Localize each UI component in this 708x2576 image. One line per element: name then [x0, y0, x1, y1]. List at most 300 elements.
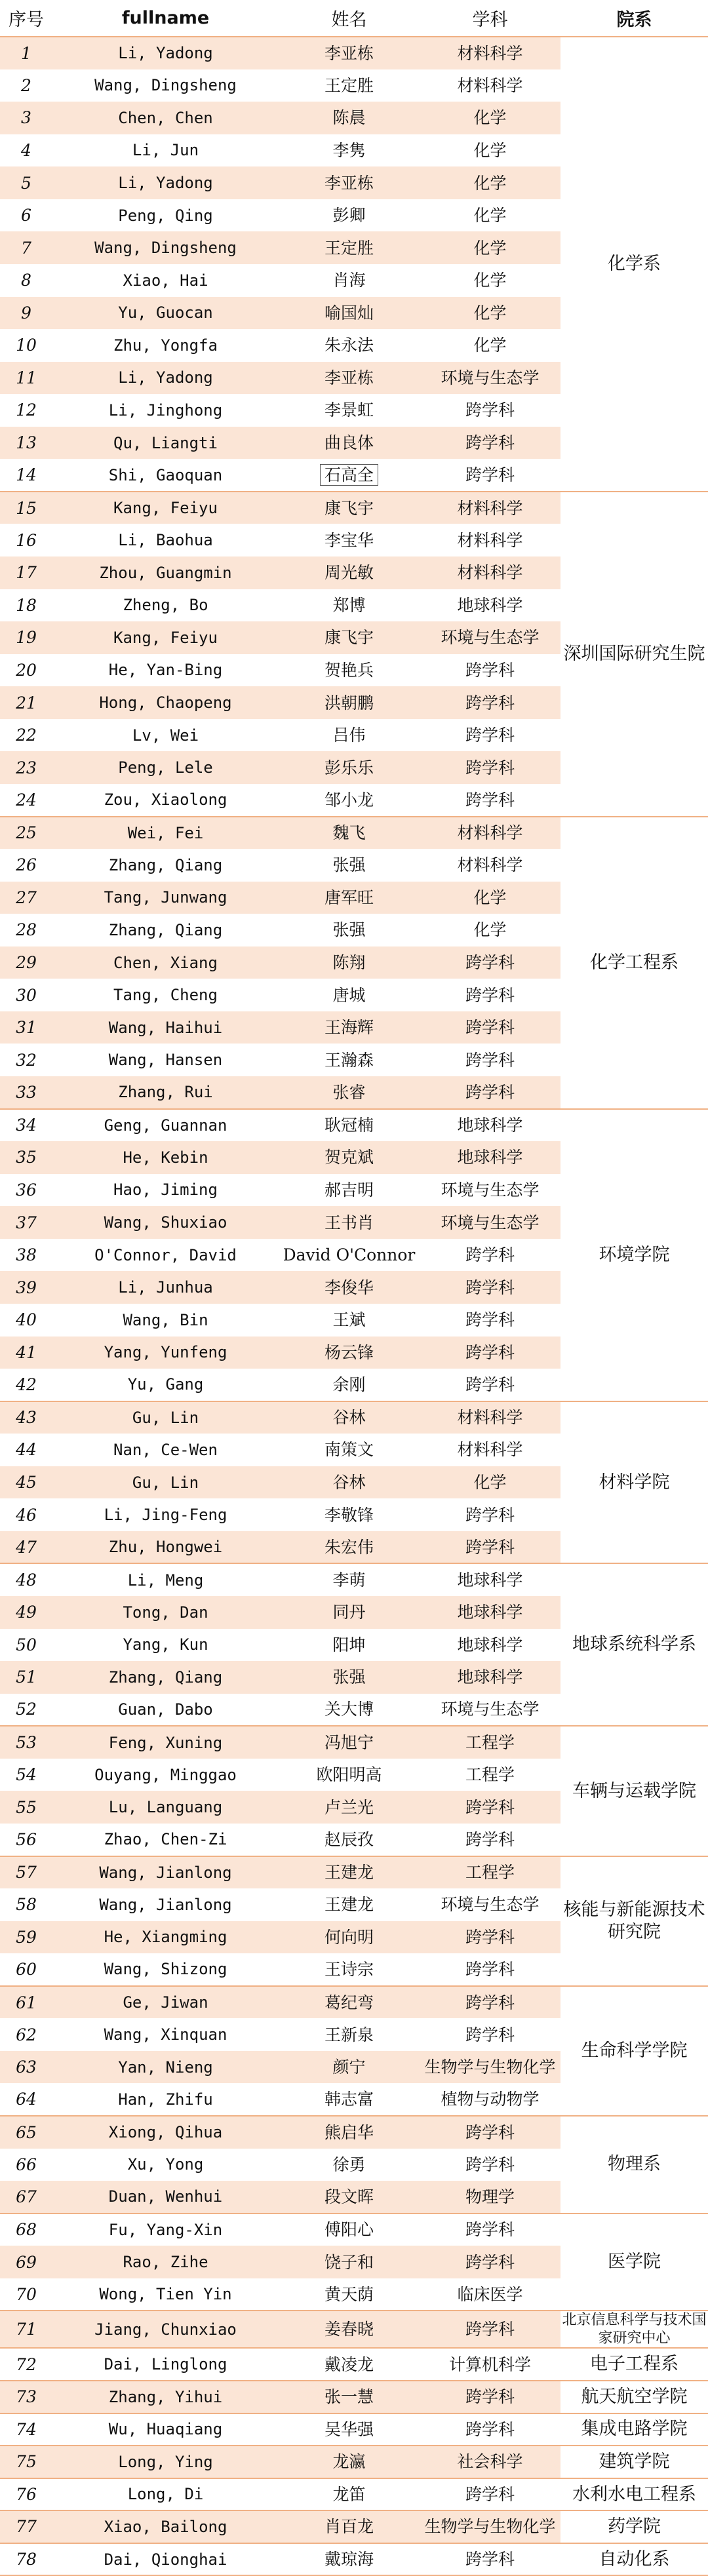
row-fullname: Jiang, Chunxiao: [52, 2311, 279, 2348]
row-discipline: 跨学科: [420, 1824, 560, 1856]
row-index: 52: [0, 1694, 52, 1727]
row-index: 12: [16, 400, 37, 420]
row-fullname: Kang, Feiyu: [52, 621, 279, 654]
row-discipline: 跨学科: [420, 459, 560, 492]
row-discipline: 临床医学: [420, 2278, 560, 2311]
row-discipline: 材料科学: [457, 1440, 523, 1460]
row-index: 51: [0, 1661, 52, 1694]
row-index: 34: [16, 1116, 37, 1135]
row-index: 44: [16, 1440, 37, 1460]
table-row: [0, 2214, 708, 2246]
department-cell: 航天航空学院: [560, 2381, 708, 2413]
row-index: 29: [0, 946, 52, 979]
row-name: 杨云锋: [279, 1337, 420, 1369]
row-discipline: 物理学: [420, 2181, 560, 2214]
row-index: 8: [21, 271, 31, 290]
row-name: 魏飞: [279, 817, 420, 849]
row-index: 10: [16, 336, 37, 355]
table-row: [0, 2413, 708, 2446]
header-fullname: fullname: [52, 0, 279, 37]
row-index: 46: [16, 1505, 37, 1525]
row-index: 42: [0, 1369, 52, 1401]
row-index: 69: [0, 2246, 52, 2278]
row-index: 59: [0, 1921, 52, 1954]
row-discipline: 化学: [420, 297, 560, 330]
row-name: David O'Connor: [283, 1245, 416, 1265]
department-cell: 水利水电工程系: [560, 2478, 708, 2511]
row-discipline: 环境与生态学: [420, 1694, 560, 1727]
row-discipline: 跨学科: [465, 660, 515, 680]
row-index: 21: [0, 686, 52, 719]
department-cell: 深圳国际研究生院: [560, 492, 708, 817]
row-index: 35: [0, 1141, 52, 1174]
row-name: 颜宁: [279, 2051, 420, 2084]
row-fullname: Han, Zhifu: [52, 2083, 279, 2116]
row-index: 23: [0, 751, 52, 784]
department-cell: 地球系统科学系: [560, 1563, 708, 1726]
row-fullname: Guan, Dabo: [52, 1694, 279, 1727]
row-fullname: Xiong, Qihua: [52, 2116, 279, 2149]
table-row: [0, 2348, 708, 2381]
row-discipline: 跨学科: [420, 2311, 560, 2348]
department-cell: 环境学院: [560, 1109, 708, 1401]
department-cell: 核能与新能源技术研究院: [560, 1856, 708, 1986]
row-fullname: Tang, Cheng: [113, 986, 218, 1005]
header-name: 姓名: [279, 0, 420, 37]
row-index: 50: [16, 1635, 37, 1654]
row-index: 22: [16, 726, 37, 745]
row-index: 65: [0, 2116, 52, 2149]
row-fullname: Zhang, Yihui: [52, 2381, 279, 2413]
row-name: 王定胜: [279, 231, 420, 264]
row-index: 58: [16, 1895, 37, 1915]
row-fullname: Zhao, Chen-Zi: [52, 1824, 279, 1856]
row-discipline: 材料科学: [457, 855, 523, 875]
row-discipline: 跨学科: [420, 946, 560, 979]
row-fullname: O'Connor, David: [94, 1245, 237, 1264]
row-discipline: 工程学: [465, 1765, 515, 1785]
row-fullname: Wang, Jianlong: [52, 1856, 279, 1889]
row-name: 陈翔: [279, 946, 420, 979]
row-index: 36: [16, 1180, 37, 1200]
row-name: 曲良体: [279, 427, 420, 459]
row-discipline: 跨学科: [465, 2220, 515, 2240]
table-row: [0, 2478, 708, 2511]
row-index: 63: [0, 2051, 52, 2084]
row-fullname: Wang, Dingsheng: [94, 76, 237, 95]
row-index: 72: [0, 2348, 52, 2381]
row-fullname: Long, Ying: [52, 2446, 279, 2478]
row-fullname: Wu, Huaqiang: [52, 2413, 279, 2446]
row-discipline: 环境与生态学: [420, 621, 560, 654]
row-fullname: Yu, Guocan: [52, 297, 279, 330]
row-fullname: Gu, Lin: [52, 1466, 279, 1499]
row-discipline: 材料科学: [457, 530, 523, 550]
row-discipline: 跨学科: [420, 1337, 560, 1369]
row-discipline: 跨学科: [420, 686, 560, 719]
row-fullname: Li, Yadong: [52, 166, 279, 199]
row-name: 郝吉明: [324, 1180, 374, 1200]
row-name: 张一慧: [279, 2381, 420, 2413]
row-name: 邹小龙: [279, 784, 420, 817]
row-fullname: Li, Jinghong: [108, 400, 223, 420]
row-discipline: 工程学: [420, 1856, 560, 1889]
row-name: 徐勇: [332, 2155, 366, 2174]
row-fullname: Chen, Xiang: [52, 946, 279, 979]
row-index: 41: [0, 1337, 52, 1369]
row-discipline: 化学: [420, 882, 560, 914]
row-discipline: 地球科学: [457, 1571, 523, 1590]
row-name: 段文晖: [279, 2181, 420, 2214]
table-header: [0, 0, 708, 37]
department-cell: 化学系: [560, 37, 708, 492]
department-cell: 自动化系: [560, 2543, 708, 2576]
row-discipline: 跨学科: [420, 2478, 560, 2511]
row-discipline: 材料科学: [420, 492, 560, 524]
row-discipline: 跨学科: [420, 2543, 560, 2576]
row-index: 6: [21, 206, 31, 225]
row-discipline: 生物学与生物化学: [420, 2051, 560, 2084]
row-discipline: 跨学科: [420, 1271, 560, 1304]
row-fullname: Zhang, Qiang: [108, 855, 223, 874]
row-name: 傅阳心: [324, 2220, 374, 2240]
table-row: [0, 2543, 708, 2576]
row-fullname: Dai, Qionghai: [52, 2543, 279, 2576]
row-index: 3: [0, 102, 52, 134]
row-index: 53: [0, 1726, 52, 1759]
row-index: 45: [0, 1466, 52, 1499]
row-index: 26: [16, 855, 37, 875]
row-discipline: 化学: [420, 102, 560, 134]
row-index: 27: [0, 882, 52, 914]
row-name: 李宝华: [324, 530, 374, 550]
row-index: 2: [21, 75, 31, 95]
department-cell: 药学院: [560, 2510, 708, 2543]
row-discipline: 跨学科: [420, 2116, 560, 2149]
row-fullname: Lu, Languang: [52, 1791, 279, 1824]
row-name: 谷林: [279, 1466, 420, 1499]
row-discipline: 跨学科: [420, 2413, 560, 2446]
table-row: [0, 2116, 708, 2149]
row-index: 20: [16, 660, 37, 680]
row-discipline: 环境与生态学: [420, 362, 560, 395]
row-fullname: Li, Baohua: [118, 531, 213, 550]
row-discipline: 跨学科: [465, 726, 515, 745]
row-fullname: Wang, Bin: [123, 1310, 208, 1329]
row-fullname: Peng, Lele: [52, 751, 279, 784]
row-name: 张强: [279, 1661, 420, 1694]
row-fullname: Wei, Fei: [52, 817, 279, 849]
row-discipline: 生物学与生物化学: [420, 2510, 560, 2543]
row-name: 戴凌龙: [279, 2348, 420, 2381]
row-fullname: Fu, Yang-Xin: [108, 2220, 223, 2239]
row-name: 张强: [332, 920, 366, 940]
row-fullname: Shi, Gaoquan: [52, 459, 279, 492]
row-index: 30: [16, 985, 37, 1005]
table-body: [0, 37, 708, 2575]
row-discipline: 跨学科: [420, 1531, 560, 1564]
row-name: 张睿: [279, 1076, 420, 1109]
row-fullname: Li, Jun: [132, 141, 199, 160]
row-name: 戴琼海: [279, 2543, 420, 2576]
row-discipline: 跨学科: [465, 2025, 515, 2044]
row-name: 王定胜: [324, 75, 374, 95]
row-fullname: Li, Meng: [127, 1571, 204, 1590]
row-fullname: Yang, Kun: [123, 1635, 208, 1654]
row-index: 9: [0, 297, 52, 330]
row-fullname: Kang, Feiyu: [52, 492, 279, 524]
row-index: 48: [16, 1571, 37, 1590]
table-row: [0, 37, 708, 69]
row-discipline: 化学: [473, 140, 507, 160]
row-fullname: Chen, Chen: [52, 102, 279, 134]
row-discipline: 跨学科: [420, 1986, 560, 2019]
row-index: 68: [16, 2220, 37, 2240]
row-discipline: 跨学科: [465, 1505, 515, 1525]
department-cell: 电子工程系: [560, 2348, 708, 2381]
table-row: [0, 1563, 708, 1596]
row-name: 李亚栋: [279, 37, 420, 69]
row-index: 66: [16, 2155, 37, 2174]
row-fullname: Zhu, Hongwei: [52, 1531, 279, 1564]
row-discipline: 材料科学: [457, 75, 523, 95]
row-index: 38: [16, 1245, 37, 1265]
row-index: 49: [0, 1596, 52, 1629]
row-name: 张强: [332, 855, 366, 875]
row-discipline: 跨学科: [420, 1953, 560, 1986]
row-discipline: 化学: [420, 1466, 560, 1499]
row-fullname: Rao, Zihe: [52, 2246, 279, 2278]
row-name: 葛纪弯: [279, 1986, 420, 2019]
row-discipline: 跨学科: [420, 1011, 560, 1044]
row-index: 61: [0, 1986, 52, 2019]
department-cell: 集成电路学院: [560, 2413, 708, 2446]
row-name: 王建龙: [324, 1895, 374, 1915]
row-fullname: Tang, Junwang: [52, 882, 279, 914]
row-name: 康飞宇: [279, 492, 420, 524]
row-discipline: 地球科学: [457, 595, 523, 615]
row-name: [279, 459, 420, 492]
row-index: 55: [0, 1791, 52, 1824]
row-discipline: 跨学科: [420, 784, 560, 817]
row-discipline: 环境与生态学: [441, 1180, 540, 1200]
row-index: 32: [16, 1050, 37, 1070]
row-fullname: He, Xiangming: [52, 1921, 279, 1954]
row-discipline: 跨学科: [420, 751, 560, 784]
row-discipline: 化学: [473, 206, 507, 225]
row-fullname: Hao, Jiming: [113, 1181, 218, 1200]
row-fullname: Gu, Lin: [52, 1401, 279, 1434]
row-name: 李萌: [332, 1571, 366, 1590]
row-discipline: 材料科学: [420, 1401, 560, 1434]
row-discipline: 环境与生态学: [441, 1895, 540, 1915]
row-name: 李亚栋: [279, 362, 420, 395]
row-name: 李隽: [332, 140, 366, 160]
row-discipline: 跨学科: [420, 2381, 560, 2413]
row-name: 贺艳兵: [324, 660, 374, 680]
row-fullname: Wang, Dingsheng: [52, 231, 279, 264]
row-fullname: Zou, Xiaolong: [52, 784, 279, 817]
row-index: 78: [0, 2543, 52, 2576]
row-fullname: Tong, Dan: [52, 1596, 279, 1629]
row-name: 冯旭宁: [279, 1726, 420, 1759]
row-index: 77: [0, 2510, 52, 2543]
row-index: 16: [16, 530, 37, 550]
department-cell: 物理系: [560, 2116, 708, 2214]
row-index: 39: [0, 1271, 52, 1304]
row-name: 肖百龙: [279, 2510, 420, 2543]
row-index: 76: [0, 2478, 52, 2511]
row-discipline: 化学: [473, 271, 507, 290]
row-name: 王瀚森: [324, 1050, 374, 1070]
row-discipline: 跨学科: [465, 1310, 515, 1330]
row-fullname: Xu, Yong: [127, 2155, 204, 2174]
row-fullname: Feng, Xuning: [52, 1726, 279, 1759]
row-fullname: Nan, Ce-Wen: [113, 1440, 218, 1459]
row-fullname: Zheng, Bo: [123, 596, 208, 615]
header-index: 序号: [0, 0, 52, 37]
row-discipline: 地球科学: [420, 1141, 560, 1174]
row-discipline: 化学: [473, 920, 507, 940]
row-discipline: 跨学科: [420, 1791, 560, 1824]
row-name: 唐军旺: [279, 882, 420, 914]
row-discipline: 跨学科: [465, 400, 515, 420]
row-name: 彭卿: [332, 206, 366, 225]
row-index: 15: [0, 492, 52, 524]
row-fullname: Zhou, Guangmin: [52, 556, 279, 589]
department-cell: 材料学院: [560, 1401, 708, 1564]
row-fullname: He, Kebin: [52, 1141, 279, 1174]
row-fullname: Wang, Xinquan: [104, 2025, 227, 2044]
row-discipline: 地球科学: [457, 1635, 523, 1654]
row-name: 欧阳明高: [316, 1765, 382, 1785]
row-discipline: 材料科学: [420, 37, 560, 69]
table-row: [0, 492, 708, 524]
row-name: 王诗宗: [279, 1953, 420, 1986]
table-row: [0, 1856, 708, 1889]
row-name: 洪朝鹏: [279, 686, 420, 719]
row-discipline: 跨学科: [420, 427, 560, 459]
row-fullname: Wang, Shizong: [52, 1953, 279, 1986]
row-index: 74: [0, 2413, 52, 2446]
row-index: 28: [16, 920, 37, 940]
row-name: 王斌: [332, 1310, 366, 1330]
row-index: 54: [16, 1765, 37, 1785]
row-name: 朱永法: [324, 336, 374, 355]
row-discipline: 跨学科: [420, 2246, 560, 2278]
row-discipline: 社会科学: [420, 2446, 560, 2478]
row-discipline: 植物与动物学: [420, 2083, 560, 2116]
row-name: 康飞宇: [279, 621, 420, 654]
row-index: 57: [0, 1856, 52, 1889]
row-name: 卢兰光: [279, 1791, 420, 1824]
row-name: 龙笛: [279, 2478, 420, 2511]
row-name: 同丹: [279, 1596, 420, 1629]
row-name: 陈晨: [279, 102, 420, 134]
row-name: 王书肖: [279, 1206, 420, 1239]
row-fullname: Li, Junhua: [52, 1271, 279, 1304]
row-discipline: 地球科学: [457, 1116, 523, 1135]
row-fullname: Wang, Jianlong: [99, 1895, 232, 1914]
row-discipline: 地球科学: [420, 1596, 560, 1629]
row-name: 郑博: [332, 595, 366, 615]
row-name: 喻国灿: [279, 297, 420, 330]
row-index: 37: [0, 1206, 52, 1239]
row-name: 吴华强: [279, 2413, 420, 2446]
row-fullname: Qu, Liangti: [52, 427, 279, 459]
row-discipline: 材料科学: [420, 817, 560, 849]
header-discipline: 学科: [420, 0, 560, 37]
row-fullname: Li, Yadong: [52, 362, 279, 395]
row-discipline: 跨学科: [465, 2155, 515, 2174]
row-index: 47: [0, 1531, 52, 1564]
row-name-boxed: 石高全: [320, 464, 378, 486]
row-discipline: 化学: [473, 336, 507, 355]
row-fullname: Wong, Tien Yin: [52, 2278, 279, 2311]
row-index: 18: [16, 595, 37, 615]
row-index: 71: [0, 2311, 52, 2348]
row-index: 75: [0, 2446, 52, 2478]
row-fullname: Wang, Hansen: [108, 1051, 223, 1070]
row-name: 谷林: [279, 1401, 420, 1434]
row-index: 17: [0, 556, 52, 589]
row-fullname: Xiao, Bailong: [52, 2510, 279, 2543]
row-fullname: Ouyang, Minggao: [94, 1765, 237, 1784]
row-fullname: Wang, Shuxiao: [52, 1206, 279, 1239]
row-name: 王建龙: [279, 1856, 420, 1889]
row-fullname: Zhang, Rui: [52, 1076, 279, 1109]
row-name: 关大博: [279, 1694, 420, 1727]
row-fullname: He, Yan-Bing: [108, 661, 223, 680]
row-name: 李景虹: [324, 400, 374, 420]
row-index: 33: [0, 1076, 52, 1109]
row-name: 赵辰孜: [279, 1824, 420, 1856]
row-discipline: 化学: [420, 166, 560, 199]
row-index: 60: [0, 1953, 52, 1986]
department-cell: 北京信息科学与技术国家研究中心: [560, 2311, 708, 2348]
row-name: 龙瀛: [279, 2446, 420, 2478]
row-name: 熊启华: [279, 2116, 420, 2149]
row-name: 周光敏: [279, 556, 420, 589]
header-department: 院系: [560, 0, 708, 37]
department-cell: 生命科学学院: [560, 1986, 708, 2116]
row-discipline: 跨学科: [420, 1369, 560, 1401]
row-name: 余刚: [279, 1369, 420, 1401]
row-fullname: Li, Jing-Feng: [104, 1506, 227, 1525]
row-name: 王海辉: [279, 1011, 420, 1044]
row-name: 朱宏伟: [279, 1531, 420, 1564]
row-index: 43: [0, 1401, 52, 1434]
row-name: 李俊华: [279, 1271, 420, 1304]
table-row: [0, 1726, 708, 1759]
row-discipline: 跨学科: [420, 1076, 560, 1109]
row-name: 贺克斌: [279, 1141, 420, 1174]
department-cell: 建筑学院: [560, 2446, 708, 2478]
row-index: 64: [0, 2083, 52, 2116]
row-index: 4: [21, 140, 31, 160]
row-fullname: Yu, Gang: [52, 1369, 279, 1401]
row-index: 67: [0, 2181, 52, 2214]
department-cell: 车辆与运载学院: [560, 1726, 708, 1856]
row-index: 70: [0, 2278, 52, 2311]
row-index: 14: [0, 459, 52, 492]
row-fullname: Zhang, Qiang: [52, 1661, 279, 1694]
table-row: [0, 817, 708, 849]
row-discipline: 环境与生态学: [420, 1206, 560, 1239]
table-row: [0, 2311, 708, 2348]
row-discipline: 地球科学: [420, 1661, 560, 1694]
row-fullname: Long, Di: [52, 2478, 279, 2511]
